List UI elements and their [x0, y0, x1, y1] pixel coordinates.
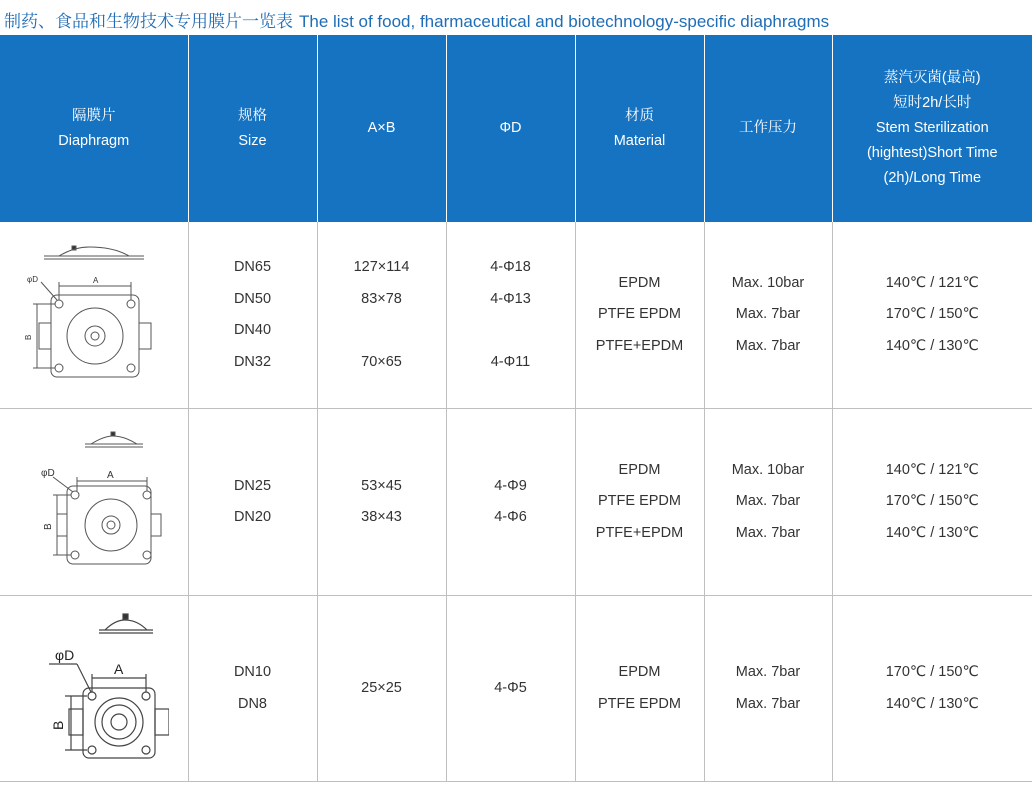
material-value: EPDM	[618, 461, 661, 478]
header-phid	[446, 35, 575, 222]
diaphragm-drawing-small	[19, 604, 169, 774]
table-row	[0, 409, 1032, 596]
phid-value: 4-Φ9	[494, 477, 527, 494]
pressure-value: Max. 7bar	[735, 337, 801, 354]
table-row	[0, 222, 1032, 409]
diaphragm-drawing-large	[19, 240, 169, 390]
table-row	[0, 596, 1032, 782]
pressure-cell	[704, 596, 832, 782]
header-pressure-label: 工作压力	[739, 120, 797, 136]
sterilization-cell	[832, 222, 1032, 409]
page-title	[4, 7, 829, 32]
diagram-label-phid: φD	[40, 468, 55, 479]
title-en: The list of food, fharmaceutical and biotechnology-specific diaphragms	[299, 12, 830, 31]
diagram-label-phid: φD	[26, 275, 38, 284]
diagram-label-a: A	[92, 276, 99, 285]
axb-value: 70×65	[361, 353, 402, 370]
phid-value: 4-Φ11	[490, 353, 531, 370]
sterilization-value: 140℃ / 130℃	[885, 695, 979, 712]
axb-value: 83×78	[361, 290, 402, 307]
size-value: DN25	[233, 477, 272, 494]
axb-value: 38×43	[361, 509, 402, 525]
header-diaphragm	[0, 35, 188, 222]
size-value: DN65	[233, 259, 272, 275]
pressure-cell	[704, 409, 832, 596]
size-value: DN8	[237, 695, 267, 712]
phid-value: 4-Φ13	[490, 290, 531, 307]
diagram-label-a: A	[113, 660, 124, 677]
size-value: DN40	[233, 322, 272, 338]
diagram-label-phid: φD	[54, 646, 74, 663]
phid-value: 4-Φ18	[490, 259, 531, 275]
title-cn: 制药、食品和生物技术专用膜片一览表	[4, 12, 293, 31]
size-value: DN50	[233, 290, 272, 307]
pressure-cell	[704, 222, 832, 409]
header-phid-label: ΦD	[499, 120, 522, 136]
material-value: EPDM	[618, 274, 661, 291]
diaphragm-diagram-cell	[0, 409, 188, 596]
header-material-cn: 材质	[625, 107, 654, 124]
header-sterilization-line4: (hightest)Short Time	[866, 145, 998, 161]
diaphragm-table	[0, 35, 1032, 782]
material-value: PTFE EPDM	[598, 493, 681, 510]
phid-value: 4-Φ5	[494, 679, 527, 696]
header-size-en: Size	[238, 132, 267, 149]
sterilization-value: 140℃ / 130℃	[885, 524, 979, 541]
pressure-value: Max. 10bar	[731, 274, 805, 291]
header-sterilization-line1: 蒸汽灭菌(最高)	[883, 70, 981, 86]
pressure-value: Max. 7bar	[735, 306, 801, 323]
header-size-cn: 规格	[238, 107, 267, 124]
diagram-label-b: B	[23, 334, 33, 340]
table-header-row	[0, 35, 1032, 222]
diagram-label-a: A	[106, 470, 114, 481]
axb-cell	[317, 222, 446, 409]
sterilization-cell	[832, 596, 1032, 782]
diagram-label-b: B	[49, 720, 66, 730]
pressure-value: Max. 7bar	[735, 664, 801, 680]
header-material	[575, 35, 704, 222]
header-axb	[317, 35, 446, 222]
sterilization-value: 170℃ / 150℃	[885, 493, 979, 510]
material-cell	[575, 596, 704, 782]
size-cell	[188, 409, 317, 596]
sterilization-value: 140℃ / 130℃	[885, 337, 979, 354]
header-size	[188, 35, 317, 222]
material-value: PTFE+EPDM	[595, 337, 684, 354]
size-value: DN32	[233, 353, 272, 370]
header-axb-label: A×B	[367, 120, 396, 136]
axb-value: 127×114	[353, 259, 410, 275]
header-material-en: Material	[613, 132, 666, 149]
size-cell	[188, 222, 317, 409]
size-value: DN20	[233, 509, 272, 525]
phid-value: 4-Φ6	[494, 509, 527, 525]
pressure-value: Max. 7bar	[735, 493, 801, 510]
material-value: PTFE+EPDM	[595, 524, 684, 541]
header-diaphragm-cn: 隔膜片	[72, 107, 116, 124]
phid-cell	[446, 222, 575, 409]
material-value: PTFE EPDM	[598, 306, 681, 323]
header-pressure	[704, 35, 832, 222]
axb-value: 25×25	[361, 679, 402, 696]
diaphragm-drawing-medium	[19, 422, 169, 582]
axb-cell	[317, 409, 446, 596]
sterilization-value: 140℃ / 121℃	[885, 274, 979, 291]
sterilization-value: 140℃ / 121℃	[885, 461, 979, 478]
sterilization-value: 170℃ / 150℃	[885, 664, 979, 680]
diaphragm-diagram-cell	[0, 222, 188, 409]
sterilization-value: 170℃ / 150℃	[885, 306, 979, 323]
material-value: EPDM	[618, 664, 661, 680]
material-cell	[575, 409, 704, 596]
material-cell	[575, 222, 704, 409]
phid-cell	[446, 596, 575, 782]
sterilization-cell	[832, 409, 1032, 596]
header-sterilization-line3: Stem Sterilization	[875, 120, 989, 136]
header-sterilization-line5: (2h)/Long Time	[883, 170, 982, 186]
diagram-label-b: B	[42, 523, 54, 530]
pressure-value: Max. 7bar	[735, 524, 801, 541]
material-value: PTFE EPDM	[598, 695, 681, 712]
diaphragm-diagram-cell	[0, 596, 188, 782]
header-sterilization-line2: 短时2h/长时	[893, 95, 972, 111]
size-value: DN10	[233, 664, 272, 680]
axb-cell	[317, 596, 446, 782]
phid-cell	[446, 409, 575, 596]
pressure-value: Max. 7bar	[735, 695, 801, 712]
axb-value: 53×45	[361, 477, 402, 494]
size-cell	[188, 596, 317, 782]
header-diaphragm-en: Diaphragm	[58, 132, 130, 149]
pressure-value: Max. 10bar	[731, 461, 805, 478]
header-sterilization	[832, 35, 1032, 222]
